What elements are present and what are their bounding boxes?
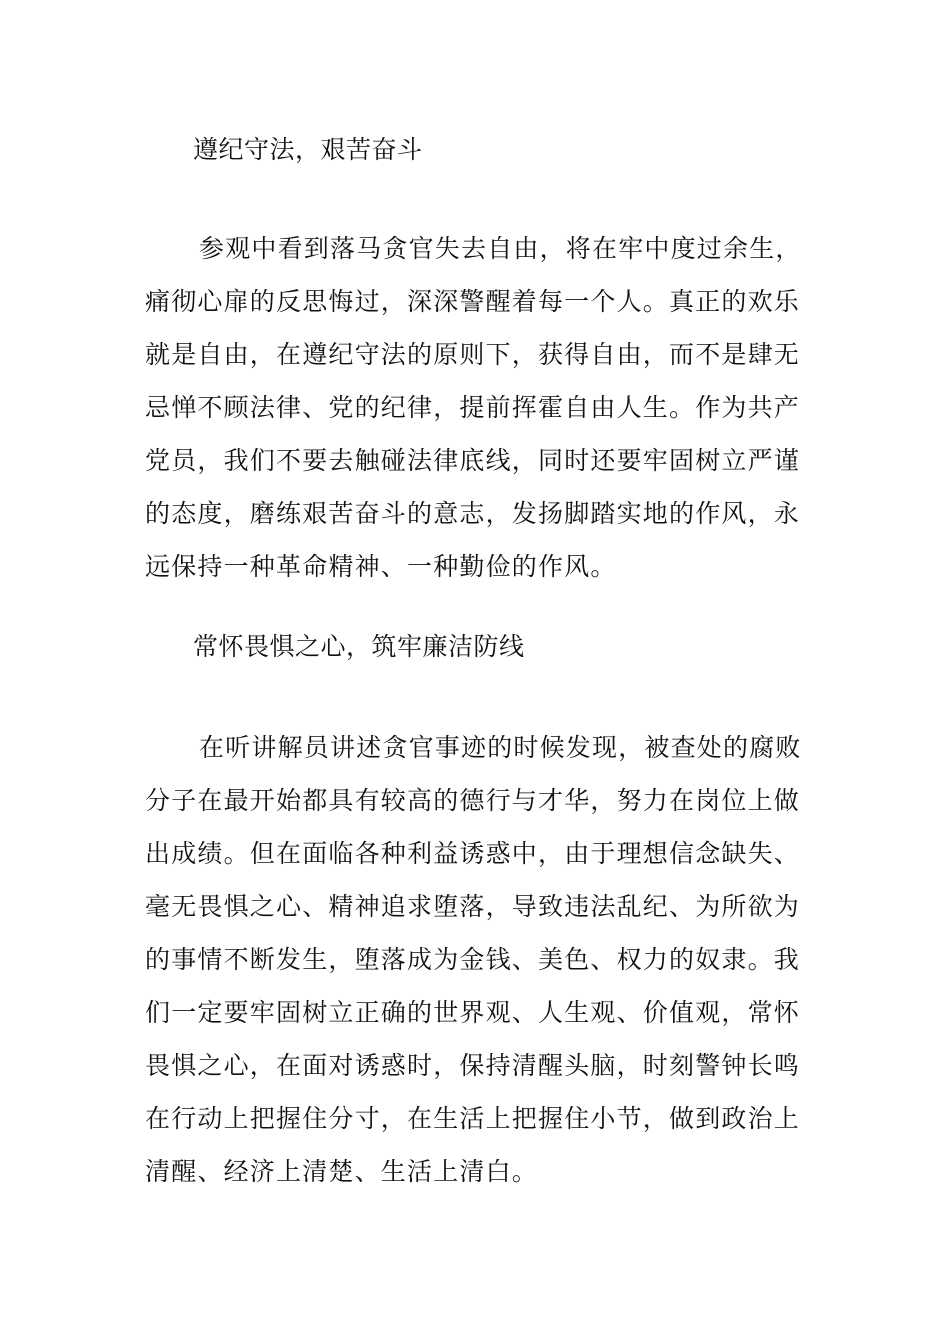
- section-paragraph-2: [145, 721, 808, 1198]
- paragraph-line: 忌惮不顾法律、党的纪律，提前挥霍自由人生。作为共产: [145, 393, 801, 422]
- paragraph-line: 在听讲解员讲述贪官事迹的时候发现，被查处的腐败: [199, 733, 802, 762]
- paragraph-line: 毫无畏惧之心、精神追求堕落，导致违法乱纪、为所欲为: [145, 892, 801, 921]
- paragraph-line: 痛彻心扉的反思悔过，深深警醒着每一个人。真正的欢乐: [145, 287, 801, 316]
- paragraph-line: 畏惧之心，在面对诱惑时，保持清醒头脑，时刻警钟长鸣: [145, 1051, 801, 1080]
- paragraph-line: 分子在最开始都具有较高的德行与才华，努力在岗位上做: [145, 786, 801, 815]
- paragraph-line: 就是自由，在遵纪守法的原则下，获得自由，而不是肆无: [145, 340, 801, 369]
- paragraph-line: 的态度，磨练艰苦奋斗的意志，发扬脚踏实地的作风，永: [145, 499, 801, 528]
- paragraph-line: 清醒、经济上清楚、生活上清白。: [145, 1157, 539, 1186]
- section-heading-2: 常怀畏惧之心，筑牢廉洁防线: [193, 632, 525, 661]
- paragraph-line: 在行动上把握住分寸，在生活上把握住小节，做到政治上: [145, 1104, 801, 1133]
- paragraph-line: 党员，我们不要去触碰法律底线，同时还要牢固树立严谨: [145, 446, 801, 475]
- paragraph-line: 参观中看到落马贪官失去自由，将在牢中度过余生，: [199, 234, 802, 263]
- section-paragraph-1: [145, 222, 808, 593]
- paragraph-line: 们一定要牢固树立正确的世界观、人生观、价值观，常怀: [145, 998, 801, 1027]
- paragraph-line: 出成绩。但在面临各种利益诱惑中，由于理想信念缺失、: [145, 839, 801, 868]
- section-heading-1: 遵纪守法，艰苦奋斗: [193, 135, 423, 164]
- paragraph-line: 的事情不断发生，堕落成为金钱、美色、权力的奴隶。我: [145, 945, 801, 974]
- paragraph-line: 远保持一种革命精神、一种勤俭的作风。: [145, 552, 617, 581]
